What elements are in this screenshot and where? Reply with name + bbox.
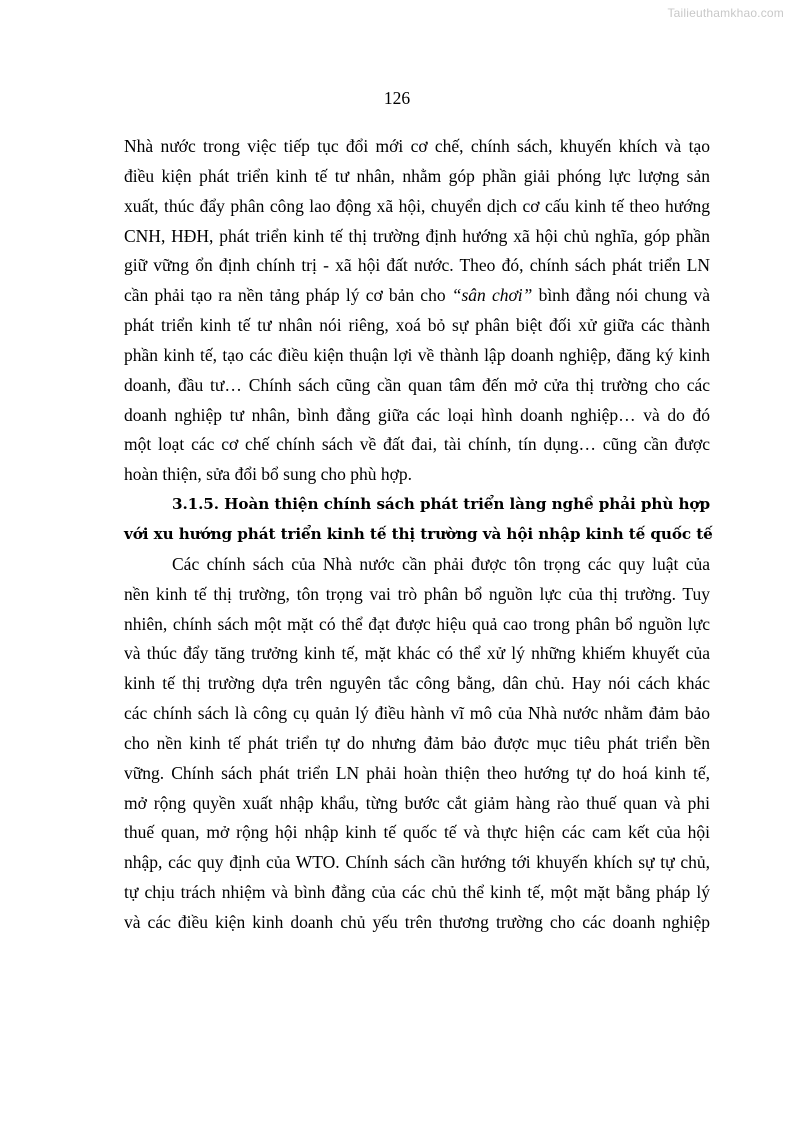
text-line-with-italic [124,281,710,311]
text-line: tự chịu trách nhiệm và bình đẳng của các chủ thể kinh tế, một mặt bằng pháp lý [124,882,710,903]
text-line: Nhà nước trong việc tiếp tục đổi mới cơ chế, chính sách, khuyến khích và tạo [124,136,710,156]
text-line: vững. Chính sách phát triển LN phải hoàn thiện theo hướng tự do hoá kinh tế, [124,762,710,783]
text-line: Các chính sách của Nhà nước cần phải được tôn trọng các quy luật của [172,553,710,574]
text-line: một loạt các cơ chế chính sách về đất đai, tài chính, tín dụng… cũng cần được [124,434,710,455]
text-line: các chính sách là công cụ quản lý điều hành vĩ mô của Nhà nước nhằm đảm bảo [124,703,710,724]
document-body [124,132,713,938]
section-heading [124,490,713,550]
watermark: Tailieuthamkhao.com [667,6,784,20]
text-line: hoàn thiện, sửa đổi bổ sung cho phù hợp. [124,464,413,485]
text-line: doanh, đầu tư… Chính sách cũng cần quan tâm đến mở cửa thị trường cho các [124,374,710,395]
text-line: và thúc đẩy tăng trưởng kinh tế, mặt khác có thể xử lý những khiếm khuyết của [124,643,710,664]
text-fragment: bình đẳng nói chung và [532,285,710,306]
page-number: 126 [383,88,411,108]
text-fragment: cần phải tạo ra nền tảng pháp lý cơ bản cho [124,285,452,306]
text-line: doanh nghiệp tư nhân, bình đẳng giữa các loại hình doanh nghiệp… và do đó [124,404,710,425]
text-line: kinh tế thị trường dựa trên nguyên tắc công bằng, dân chủ. Hay nói cách khác [124,673,710,694]
text-line: thuế quan, mở rộng hội nhập kinh tế quốc tế và thực hiện các cam kết của hội [124,822,710,843]
text-line: mở rộng quyền xuất nhập khẩu, từng bước cắt giảm hàng rào thuế quan và phi [124,792,710,813]
text-line: nhiên, chính sách một mặt có thể đạt được hiệu quả cao trong phân bổ nguồn lực [124,613,710,634]
paragraph-2 [124,550,710,938]
text-line: CNH, HĐH, phát triển kinh tế thị trường định hướng xã hội chủ nghĩa, góp phần [124,225,710,246]
text-line: phần kinh tế, tạo các điều kiện thuận lợi về thành lập doanh nghiệp, đăng ký kinh [124,344,710,365]
text-line: cho nền kinh tế phát triển tự do nhưng đảm bảo được mục tiêu phát triển bền [124,732,710,753]
text-line: và các điều kiện kinh doanh chủ yếu trên thương trường cho các doanh nghiệp [124,911,710,932]
italic-quote: “sân chơi” [451,285,533,306]
text-line: nhập, các quy định của WTO. Chính sách cần hướng tới khuyến khích sự tự chủ, [124,852,710,873]
text-line: giữ vững ổn định chính trị - xã hội đất nước. Theo đó, chính sách phát triển LN [124,255,710,276]
text-line: xuất, thúc đẩy phân công lao động xã hội, chuyển dịch cơ cấu kinh tế theo hướng [124,195,710,216]
text-line: điều kiện phát triển kinh tế tư nhân, nhằm góp phần giải phóng lực lượng sản [124,165,710,186]
paragraph-1 [124,132,710,490]
text-line: phát triển kinh tế tư nhân nói riêng, xoá bỏ sự phân biệt đối xử giữa các thành [124,315,710,336]
text-line: nền kinh tế thị trường, tôn trọng vai trò phân bổ nguồn lực của thị trường. Tuy [124,583,710,604]
section-heading-line: với xu hướng phát triển kinh tế thị trường và hội nhập kinh tế quốc tế [124,524,713,543]
section-heading-line: 3.1.5. Hoàn thiện chính sách phát triển làng nghề phải phù hợp [172,495,710,514]
